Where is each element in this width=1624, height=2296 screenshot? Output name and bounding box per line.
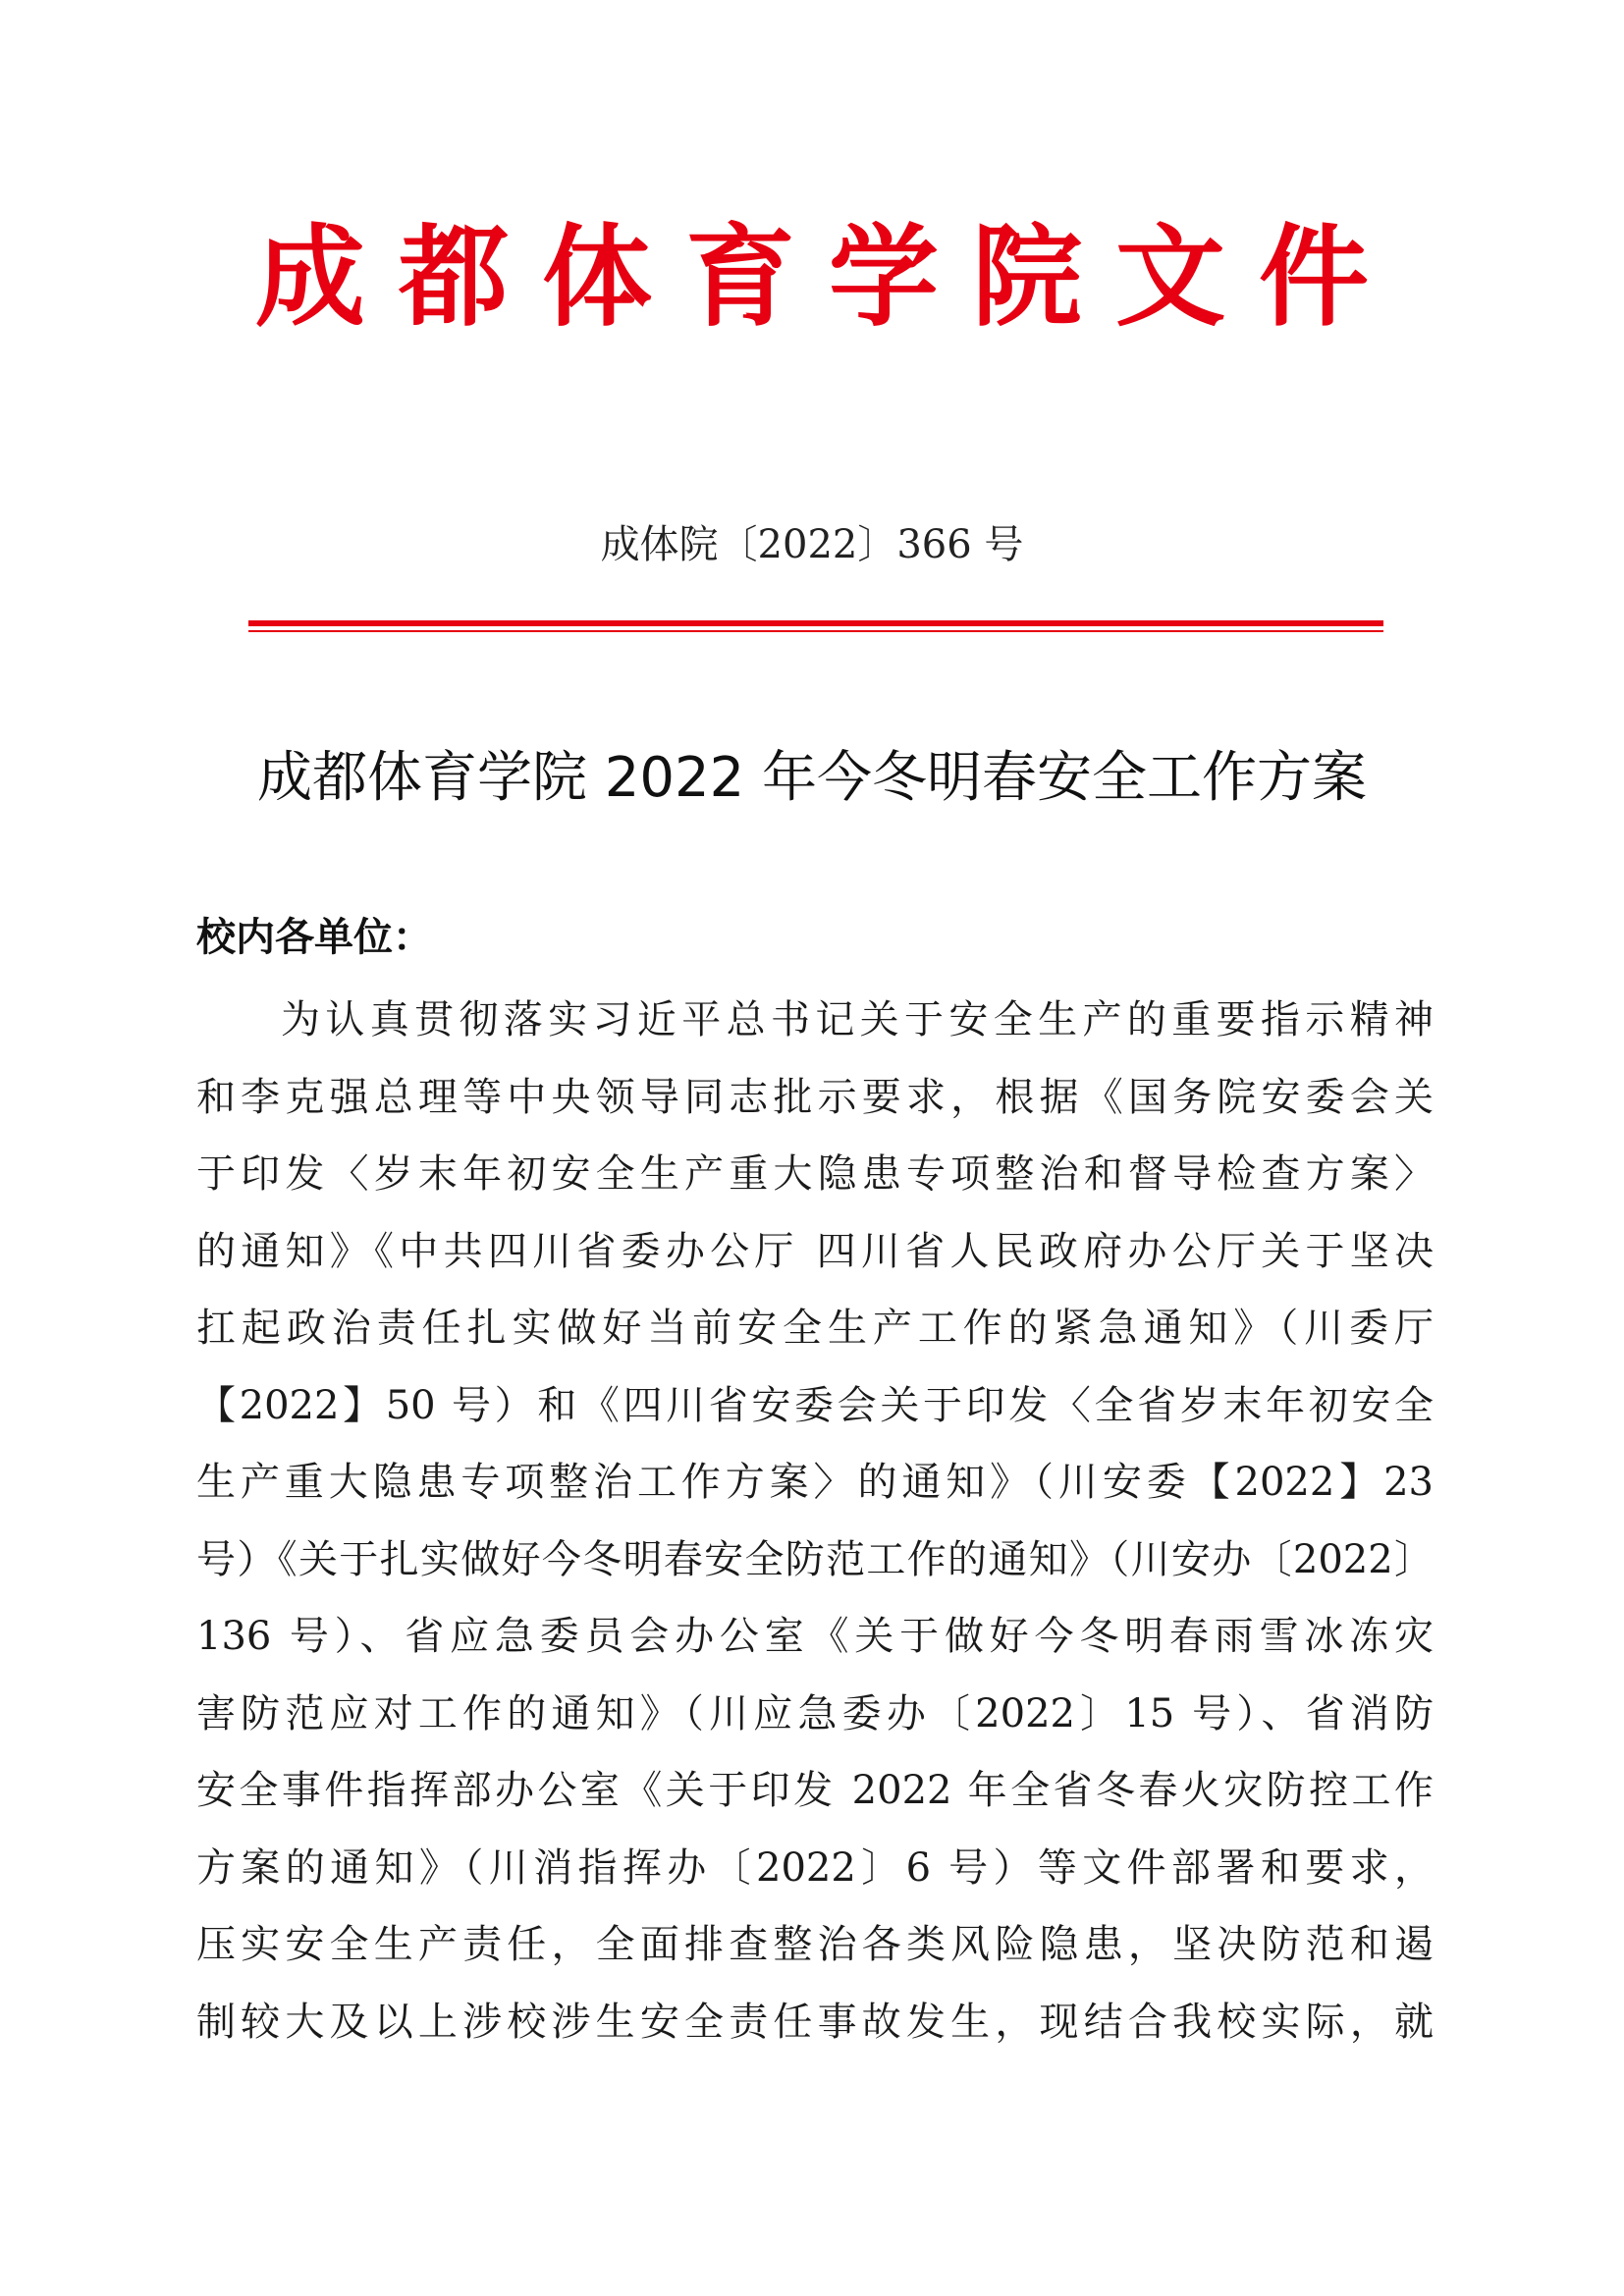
- body-text: [196, 982, 1434, 2060]
- body-line: 为认真贯彻落实习近平总书记关于安全生产的重要指示精神: [281, 997, 1434, 1042]
- org-header-title: 成都体育学院文件: [255, 213, 1402, 342]
- body-line: 制较大及以上涉校涉生安全责任事故发生，现结合我校实际，就: [196, 1999, 1434, 2045]
- body-line: 方案的通知》（川消指挥办〔2022〕6 号）等文件部署和要求，: [196, 1844, 1434, 1891]
- body-line: 号）《关于扎实做好今冬明春安全防范工作的通知》（川安办〔2022〕: [196, 1536, 1434, 1582]
- body-line: 压实安全生产责任，全面排查整治各类风险隐患，坚决防范和遏: [196, 1922, 1434, 1967]
- salutation: 校内各单位：: [196, 915, 432, 960]
- body-line: 和李克强总理等中央领导同志批示要求，根据《国务院安委会关: [196, 1074, 1434, 1120]
- divider-thick-line: [248, 620, 1383, 626]
- body-line: 于印发〈岁末年初安全生产重大隐患专项整治和督导检查方案〉: [196, 1151, 1434, 1197]
- document-title: 成都体育学院 2022 年今冬明春安全工作方案: [256, 746, 1368, 810]
- body-line: 安全事件指挥部办公室《关于印发 2022 年全省冬春火灾防控工作: [196, 1768, 1434, 1813]
- divider-thin-line: [248, 630, 1383, 632]
- red-divider: [248, 620, 1383, 634]
- body-line: 害防范应对工作的通知》（川应急委办〔2022〕15 号）、省消防: [196, 1690, 1434, 1736]
- body-line: 生产重大隐患专项整治工作方案〉的通知》（川安委【2022】23: [196, 1460, 1434, 1505]
- body-line: 的通知》《中共四川省委办公厅 四川省人民政府办公厅关于坚决: [196, 1228, 1434, 1274]
- body-line: 136 号）、省应急委员会办公室《关于做好今冬明春雨雪冰冻灾: [196, 1614, 1434, 1659]
- body-line: 【2022】50 号）和《四川省安委会关于印发〈全省岁末年初安全: [196, 1382, 1434, 1428]
- body-line: 扛起政治责任扎实做好当前安全生产工作的紧急通知》（川委厅: [196, 1306, 1434, 1351]
- document-number: 成体院〔2022〕366 号: [600, 522, 1024, 567]
